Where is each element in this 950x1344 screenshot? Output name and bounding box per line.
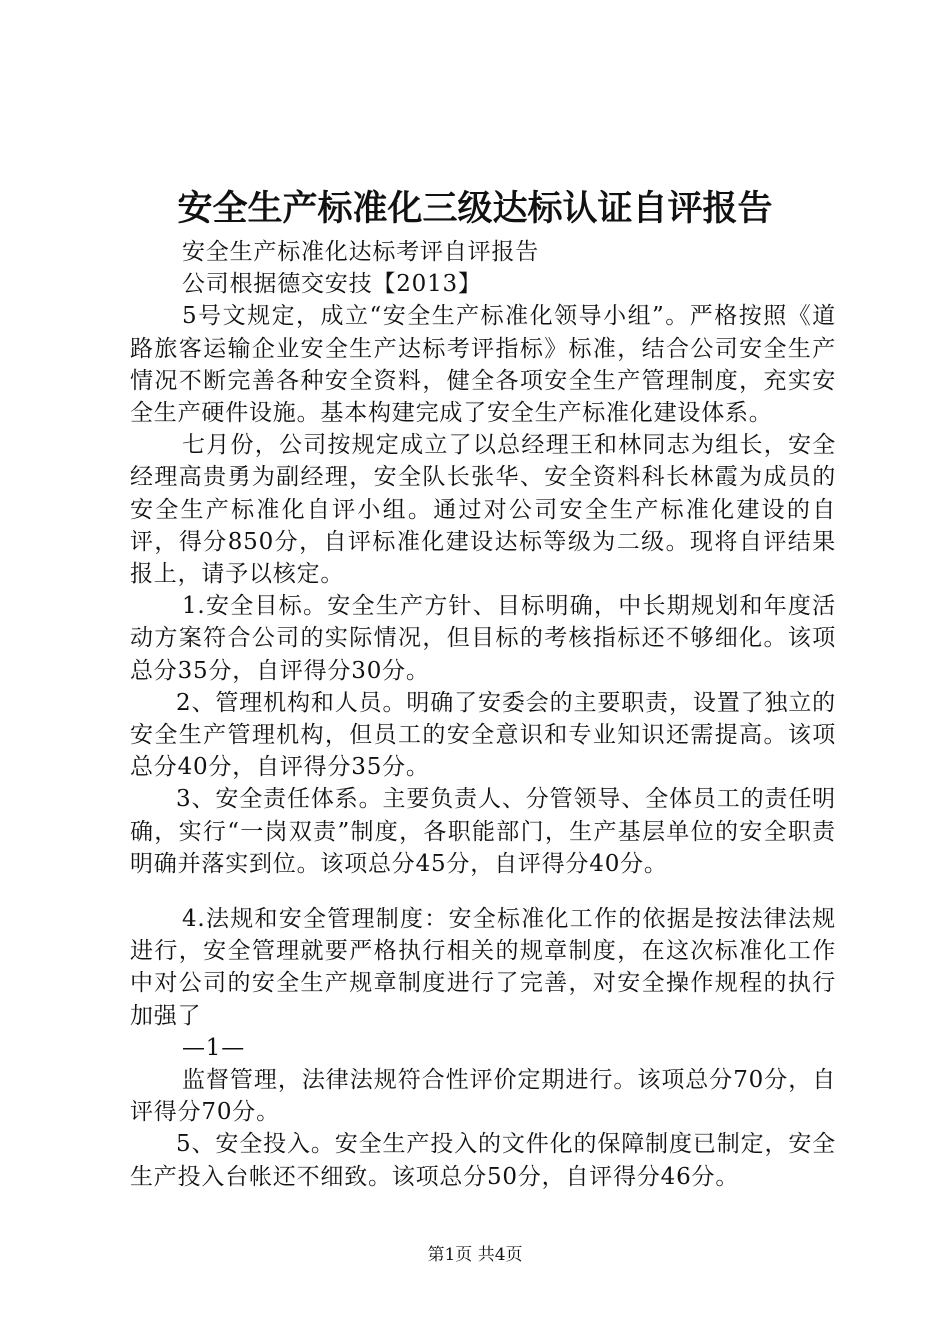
- team-paragraph: 七月份，公司按规定成立了以总经理王和林同志为组长，安全经理高贵勇为副经理，安全队长张华、安全资料科长林霞为成员的安全生产标准化自评小组。通过对公司安全生产标准化建设的自评，得分850分，自评标准化建设达标等级为二级。现将自评结果报上，请予以核定。: [130, 432, 836, 588]
- document-title: 安全生产标准化三级达标认证自评报告: [177, 188, 773, 229]
- item-4-continued: 监督管理，法律法规符合性评价定期进行。该项总分70分，自评得分70分。: [130, 1067, 836, 1126]
- paragraph-gap: [130, 880, 836, 903]
- subtitle-paragraph: 安全生产标准化达标考评自评报告: [182, 239, 539, 265]
- intro-paragraph: 5号文规定，成立“安全生产标准化领导小组”。严格按照《道路旅客运输企业安全生产达标考评指标》标准，结合公司安全生产情况不断完善各种安全资料，健全各项安全生产管理制度，充实安全生产硬件设施。基本构建完成了安全生产标准化建设体系。: [130, 303, 836, 427]
- basis-paragraph: 公司根据德交安技【2013】: [182, 271, 482, 298]
- item-5-investment: 5、安全投入。安全生产投入的文件化的保障制度已制定，安全生产投入台帐还不细致。该项总分50分，自评得分46分。: [130, 1131, 836, 1190]
- page-footer: 第1页 共4页: [427, 1245, 523, 1265]
- document-body: [130, 236, 836, 1193]
- item-3-responsibility: 3、安全责任体系。主要负责人、分管领导、全体员工的责任明确，实行“一岗双责”制度，各职能部门，生产基层单位的安全职责明确并落实到位。该项总分45分，自评得分40分。: [130, 786, 836, 877]
- inline-page-number: —1—: [182, 1034, 246, 1061]
- item-4-regulations: 4.法规和安全管理制度：安全标准化工作的依据是按法律法规进行，安全管理就要严格执行相关的规章制度，在这次标准化工作中对公司的安全生产规章制度进行了完善，对安全操作规程的执行加强了: [130, 906, 836, 1029]
- item-1-safety-goals: 1.安全目标。安全生产方针、目标明确，中长期规划和年度活动方案符合公司的实际情况，但目标的考核指标还不够细化。该项总分35分，自评得分30分。: [130, 593, 836, 684]
- item-2-management: 2、管理机构和人员。明确了安委会的主要职责，设置了独立的安全生产管理机构，但员工的安全意识和专业知识还需提高。该项总分40分，自评得分35分。: [130, 689, 836, 781]
